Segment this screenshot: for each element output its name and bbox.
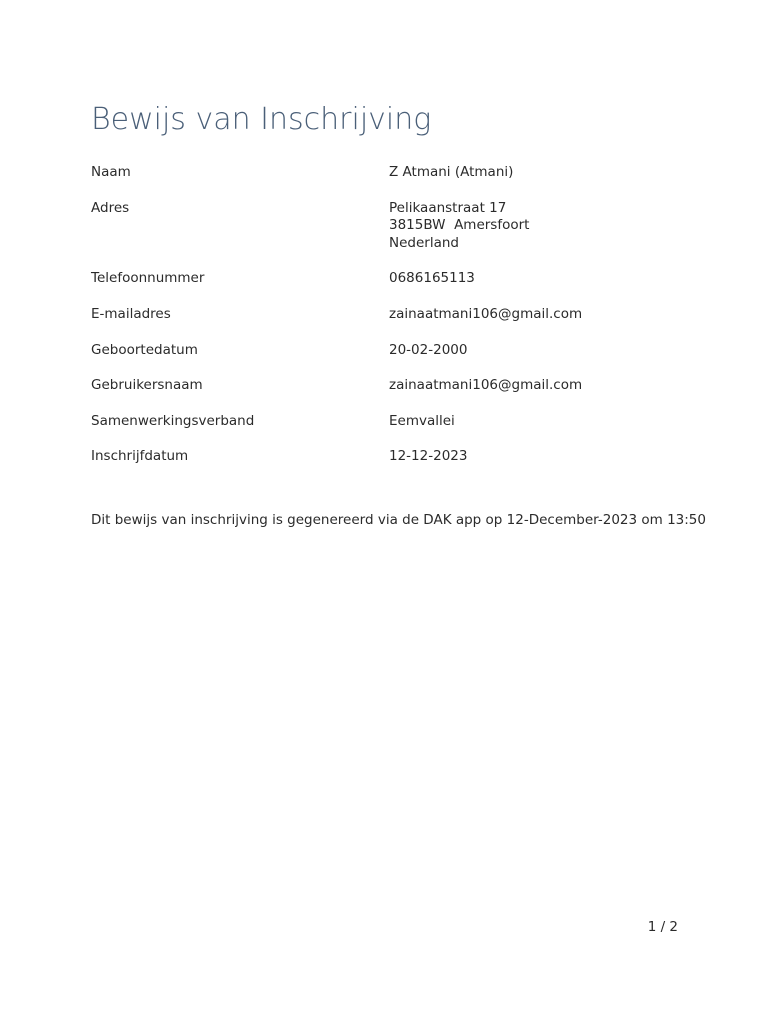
field-label: Telefoonnummer (91, 270, 205, 287)
field-value-line: zainaatmani106@gmail.com (389, 305, 583, 322)
field-value (389, 342, 691, 360)
field-value-line: zainaatmani106@gmail.com (389, 377, 583, 394)
field-value-line: 0686165113 (389, 270, 475, 287)
row-spacer (91, 324, 691, 342)
registration-details-body (91, 164, 691, 466)
row-spacer (91, 288, 691, 306)
field-value (389, 448, 691, 466)
registration-details-table (91, 164, 691, 466)
row-spacer (91, 182, 691, 200)
field-value (389, 306, 691, 324)
field-value-line: 12-12-2023 (389, 448, 468, 465)
field-value-line: Nederland (389, 234, 459, 251)
row-spacer (91, 430, 691, 448)
field-value (389, 200, 691, 253)
row-spacer-cell (91, 430, 691, 448)
field-label: Geboortedatum (91, 341, 198, 358)
field-label: Samenwerkingsverband (91, 412, 255, 429)
row-spacer-cell (91, 252, 691, 270)
generation-note: Dit bewijs van inschrijving is gegenereerd via de DAK app op 12-December-2023 om 13:50 (91, 512, 706, 528)
field-value-line: Eemvallei (389, 412, 455, 429)
page-indicator: 1 / 2 (647, 919, 678, 935)
field-value-line: Pelikaanstraat 17 (389, 199, 507, 216)
row-spacer-cell (91, 324, 691, 342)
row-spacer-cell (91, 359, 691, 377)
field-value-line: Z Atmani (Atmani) (389, 164, 514, 180)
field-row (91, 377, 691, 395)
field-row (91, 413, 691, 431)
field-row (91, 342, 691, 360)
field-row (91, 200, 691, 253)
field-value (389, 164, 691, 182)
row-spacer-cell (91, 395, 691, 413)
field-row (91, 306, 691, 324)
field-value-line: 20-02-2000 (389, 341, 468, 358)
row-spacer (91, 395, 691, 413)
field-row (91, 448, 691, 466)
field-row (91, 270, 691, 288)
field-row (91, 164, 691, 182)
field-label: Inschrijfdatum (91, 448, 189, 465)
field-label: Gebruikersnaam (91, 377, 203, 394)
row-spacer-cell (91, 288, 691, 306)
field-value-line: 3815BW Amersfoort (389, 217, 530, 234)
page-title: Bewijs van Inschrijving (91, 102, 432, 137)
row-spacer (91, 359, 691, 377)
field-value (389, 377, 691, 395)
field-label: Naam (91, 164, 131, 180)
field-label: Adres (91, 199, 130, 216)
row-spacer (91, 252, 691, 270)
field-label: E-mailadres (91, 305, 171, 322)
row-spacer-cell (91, 182, 691, 200)
field-value (389, 270, 691, 288)
field-value (389, 413, 691, 431)
